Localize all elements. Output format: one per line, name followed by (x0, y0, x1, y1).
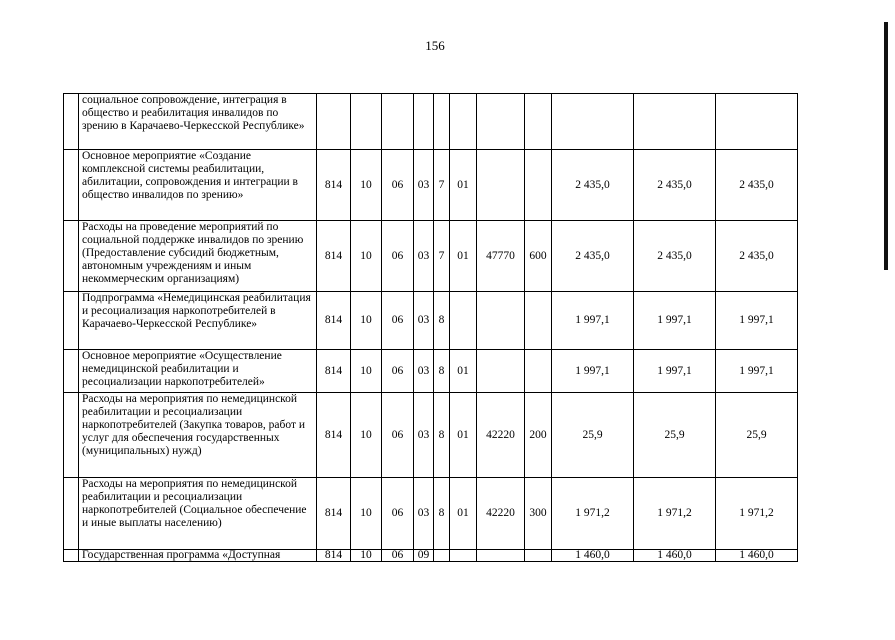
amount-year-3-cell: 25,9 (716, 393, 798, 478)
grbs-cell: 814 (317, 221, 351, 292)
amount-year-1-cell: 25,9 (552, 393, 634, 478)
program-code-cell: 03 (414, 393, 434, 478)
measure-code-cell (450, 550, 477, 562)
expense-direction-cell (477, 550, 525, 562)
amount-year-1-cell (552, 94, 634, 150)
amount-year-1-cell: 1 997,1 (552, 350, 634, 393)
budget-table (63, 93, 798, 562)
program-code-cell: 03 (414, 221, 434, 292)
amount-year-2-cell: 1 460,0 (634, 550, 716, 562)
measure-code-cell: 01 (450, 478, 477, 550)
measure-code-cell: 01 (450, 350, 477, 393)
item-name-cell: Подпрограмма «Немедицинская реабилитация и ресоциализация наркопотребителей в Карачаево-Черкесской Республике» (79, 292, 317, 350)
section-cell: 10 (351, 550, 382, 562)
program-code-cell: 09 (414, 550, 434, 562)
subprogram-code-cell: 7 (434, 150, 450, 221)
expense-type-cell: 200 (525, 393, 552, 478)
subsection-cell: 06 (382, 221, 414, 292)
measure-code-cell: 01 (450, 221, 477, 292)
amount-year-2-cell: 1 971,2 (634, 478, 716, 550)
row-number-cell (64, 94, 79, 150)
program-code-cell: 03 (414, 478, 434, 550)
subsection-cell (382, 94, 414, 150)
amount-year-1-cell: 1 460,0 (552, 550, 634, 562)
amount-year-3-cell: 1 997,1 (716, 292, 798, 350)
program-code-cell: 03 (414, 150, 434, 221)
item-name-cell: Государственная программа «Доступная (79, 550, 317, 562)
expense-type-cell: 600 (525, 221, 552, 292)
amount-year-3-cell: 1 997,1 (716, 350, 798, 393)
row-number-cell (64, 550, 79, 562)
measure-code-cell: 01 (450, 150, 477, 221)
subprogram-code-cell: 7 (434, 221, 450, 292)
amount-year-3-cell: 2 435,0 (716, 150, 798, 221)
amount-year-2-cell (634, 94, 716, 150)
subsection-cell: 06 (382, 150, 414, 221)
expense-type-cell (525, 292, 552, 350)
page-number: 156 (425, 38, 445, 53)
section-cell: 10 (351, 150, 382, 221)
subsection-cell: 06 (382, 478, 414, 550)
measure-code-cell (450, 292, 477, 350)
expense-type-cell (525, 550, 552, 562)
item-name-cell: Расходы на проведение мероприятий по социальной поддержке инвалидов по зрению (Предоставление субсидий бюджетным, автономным учреждениям и иным некоммерческим организациям) (79, 221, 317, 292)
subprogram-code-cell: 8 (434, 393, 450, 478)
amount-year-2-cell: 2 435,0 (634, 221, 716, 292)
amount-year-2-cell: 2 435,0 (634, 150, 716, 221)
amount-year-1-cell: 2 435,0 (552, 221, 634, 292)
item-name-cell: социальное сопровождение, интеграция в общество и реабилитация инвалидов по зрению в Карачаево-Черкесской Республике» (79, 94, 317, 150)
scan-edge-bar (884, 22, 888, 270)
section-cell: 10 (351, 221, 382, 292)
expense-direction-cell (477, 150, 525, 221)
subsection-cell: 06 (382, 393, 414, 478)
row-number-cell (64, 478, 79, 550)
expense-type-cell (525, 94, 552, 150)
amount-year-1-cell: 2 435,0 (552, 150, 634, 221)
table-row (64, 94, 798, 150)
measure-code-cell (450, 94, 477, 150)
expense-direction-cell: 47770 (477, 221, 525, 292)
grbs-cell: 814 (317, 292, 351, 350)
row-number-cell (64, 221, 79, 292)
amount-year-3-cell: 1 460,0 (716, 550, 798, 562)
grbs-cell: 814 (317, 550, 351, 562)
item-name-cell: Расходы на мероприятия по немедицинской реабилитации и ресоциализации наркопотребителей (Социальное обеспечение и иные выплаты населению) (79, 478, 317, 550)
expense-type-cell: 300 (525, 478, 552, 550)
grbs-cell: 814 (317, 350, 351, 393)
table-row (64, 393, 798, 478)
grbs-cell: 814 (317, 150, 351, 221)
measure-code-cell: 01 (450, 393, 477, 478)
program-code-cell: 03 (414, 292, 434, 350)
table-row (64, 550, 798, 562)
subsection-cell: 06 (382, 550, 414, 562)
amount-year-2-cell: 1 997,1 (634, 292, 716, 350)
section-cell (351, 94, 382, 150)
subprogram-code-cell (434, 550, 450, 562)
row-number-cell (64, 292, 79, 350)
subprogram-code-cell: 8 (434, 478, 450, 550)
section-cell: 10 (351, 393, 382, 478)
program-code-cell: 03 (414, 350, 434, 393)
amount-year-2-cell: 25,9 (634, 393, 716, 478)
grbs-cell: 814 (317, 478, 351, 550)
amount-year-1-cell: 1 997,1 (552, 292, 634, 350)
expense-type-cell (525, 350, 552, 393)
item-name-cell: Основное мероприятие «Создание комплексной системы реабилитации, абилитации, сопровождения и интеграции в общество инвалидов по зрению» (79, 150, 317, 221)
program-code-cell (414, 94, 434, 150)
amount-year-3-cell: 2 435,0 (716, 221, 798, 292)
subprogram-code-cell: 8 (434, 350, 450, 393)
table-row (64, 350, 798, 393)
amount-year-3-cell (716, 94, 798, 150)
amount-year-2-cell: 1 997,1 (634, 350, 716, 393)
expense-direction-cell: 42220 (477, 478, 525, 550)
grbs-cell (317, 94, 351, 150)
grbs-cell: 814 (317, 393, 351, 478)
expense-type-cell (525, 150, 552, 221)
table-row (64, 292, 798, 350)
table-row (64, 478, 798, 550)
section-cell: 10 (351, 478, 382, 550)
table-row (64, 221, 798, 292)
section-cell: 10 (351, 292, 382, 350)
subprogram-code-cell: 8 (434, 292, 450, 350)
expense-direction-cell (477, 350, 525, 393)
amount-year-1-cell: 1 971,2 (552, 478, 634, 550)
expense-direction-cell (477, 292, 525, 350)
expense-direction-cell: 42220 (477, 393, 525, 478)
item-name-cell: Основное мероприятие «Осуществление немедицинской реабилитации и ресоциализации наркопотребителей» (79, 350, 317, 393)
table-row (64, 150, 798, 221)
row-number-cell (64, 350, 79, 393)
subsection-cell: 06 (382, 292, 414, 350)
amount-year-3-cell: 1 971,2 (716, 478, 798, 550)
item-name-cell: Расходы на мероприятия по немедицинской реабилитации и ресоциализации наркопотребителей (Закупка товаров, работ и услуг для обеспечения государственных (муниципальных) нужд) (79, 393, 317, 478)
subsection-cell: 06 (382, 350, 414, 393)
subprogram-code-cell (434, 94, 450, 150)
row-number-cell (64, 393, 79, 478)
row-number-cell (64, 150, 79, 221)
section-cell: 10 (351, 350, 382, 393)
expense-direction-cell (477, 94, 525, 150)
